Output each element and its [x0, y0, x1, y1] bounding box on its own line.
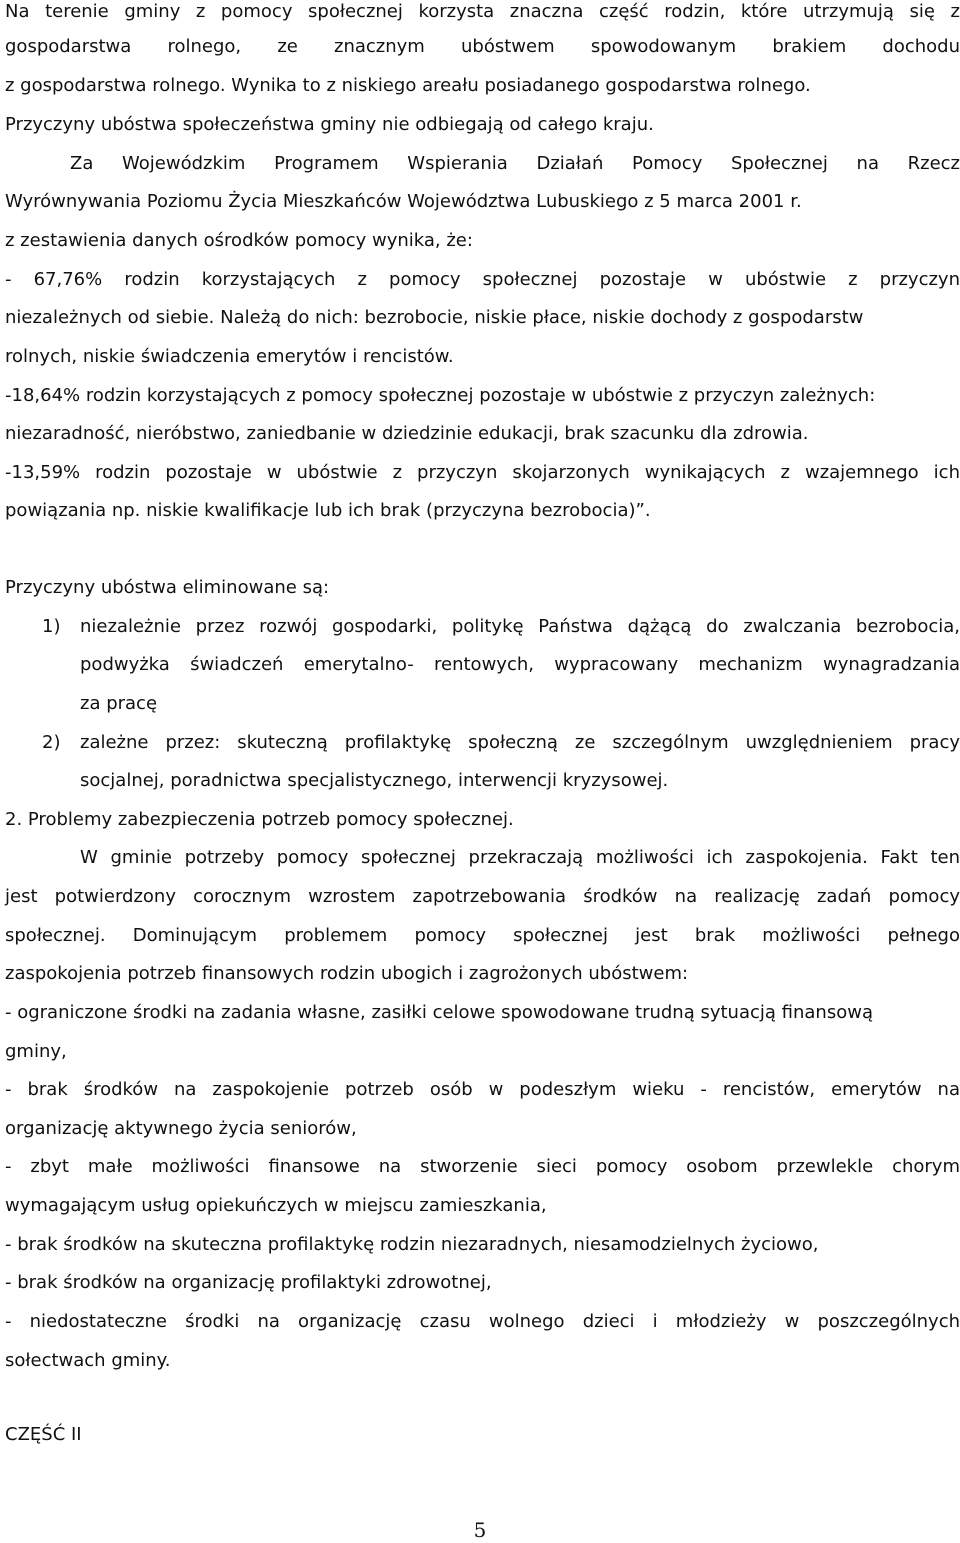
- text-line: sołectwach gminy.: [5, 1350, 171, 1371]
- list-item-line: niezależnie przez rozwój gospodarki, politykę Państwa dążącą do zwalczania bezrobocia,: [80, 616, 960, 637]
- text-line: - ograniczone środki na zadania własne, zasiłki celowe spowodowane trudną sytuacją finansową: [5, 1002, 873, 1023]
- text-line: Przyczyny ubóstwa społeczeństwa gminy nie odbiegają od całego kraju.: [5, 114, 654, 135]
- text-line: Wyrównywania Poziomu Życia Mieszkańców Województwa Lubuskiego z 5 marca 2001 r.: [5, 191, 802, 212]
- text-line: - niedostateczne środki na organizację czasu wolnego dzieci i młodzieży w poszczególnych: [5, 1311, 960, 1332]
- text-line: - brak środków na zaspokojenie potrzeb osób w podeszłym wieku - rencistów, emerytów na: [5, 1079, 960, 1100]
- text-line: rolnych, niskie świadczenia emerytów i rencistów.: [5, 346, 454, 367]
- text-line: -13,59% rodzin pozostaje w ubóstwie z przyczyn skojarzonych wynikających z wzajemnego ich: [5, 462, 960, 483]
- text-line: z zestawienia danych ośrodków pomocy wynika, że:: [5, 230, 473, 251]
- text-line: gminy,: [5, 1041, 67, 1062]
- text-line: -18,64% rodzin korzystających z pomocy społecznej pozostaje w ubóstwie z przyczyn zależnych:: [5, 385, 876, 406]
- text-line: niezależnych od siebie. Należą do nich: bezrobocie, niskie płace, niskie dochody z gospodarstw: [5, 307, 864, 328]
- list-item-line: socjalnej, poradnictwa specjalistycznego, interwencji kryzysowej.: [80, 770, 669, 791]
- text-line: z gospodarstwa rolnego. Wynika to z niskiego areału posiadanego gospodarstwa rolnego.: [5, 75, 811, 96]
- text-line: organizację aktywnego życia seniorów,: [5, 1118, 357, 1139]
- text-line: - brak środków na organizację profilaktyki zdrowotnej,: [5, 1272, 492, 1293]
- list-number: 2): [42, 732, 61, 753]
- text-line: zaspokojenia potrzeb finansowych rodzin ubogich i zagrożonych ubóstwem:: [5, 963, 689, 984]
- text-line: W gminie potrzeby pomocy społecznej przekraczają możliwości ich zaspokojenia. Fakt ten: [80, 847, 960, 868]
- text-line: jest potwierdzony corocznym wzrostem zapotrzebowania środków na realizację zadań pomocy: [5, 886, 960, 907]
- list-item-line: za pracę: [80, 693, 158, 714]
- section-heading: Przyczyny ubóstwa eliminowane są:: [5, 577, 330, 598]
- list-item-line: podwyżka świadczeń emerytalno- rentowych, wypracowany mechanizm wynagradzania: [80, 654, 960, 675]
- text-line: niezaradność, nieróbstwo, zaniedbanie w dziedzinie edukacji, brak szacunku dla zdrowia.: [5, 423, 809, 444]
- text-line: - 67,76% rodzin korzystających z pomocy społecznej pozostaje w ubóstwie z przyczyn: [5, 269, 960, 290]
- text-line: - brak środków na skuteczna profilaktykę rodzin niezaradnych, niesamodzielnych życiowo,: [5, 1234, 819, 1255]
- text-line: gospodarstwa rolnego, ze znacznym ubóstwem spowodowanym brakiem dochodu: [5, 36, 960, 57]
- page-number: 5: [473, 1518, 487, 1542]
- list-number: 1): [42, 616, 61, 637]
- text-line: - zbyt małe możliwości finansowe na stworzenie sieci pomocy osobom przewlekle chorym: [5, 1156, 960, 1177]
- section-heading: 2. Problemy zabezpieczenia potrzeb pomocy społecznej.: [5, 809, 514, 830]
- text-line: Na terenie gminy z pomocy społecznej korzysta znaczna część rodzin, które utrzymują się z: [5, 1, 960, 22]
- text-line: wymagającym usług opiekuńczych w miejscu zamieszkania,: [5, 1195, 547, 1216]
- list-item-line: zależne przez: skuteczną profilaktykę społeczną ze szczególnym uwzględnieniem pracy: [80, 732, 960, 753]
- text-line: społecznej. Dominującym problemem pomocy społecznej jest brak możliwości pełnego: [5, 925, 960, 946]
- text-line: powiązania np. niskie kwalifikacje lub ich brak (przyczyna bezrobocia)”.: [5, 500, 651, 521]
- text-line: Za Wojewódzkim Programem Wspierania Działań Pomocy Społecznej na Rzecz: [70, 153, 960, 174]
- part-heading: CZĘŚĆ II: [5, 1424, 82, 1445]
